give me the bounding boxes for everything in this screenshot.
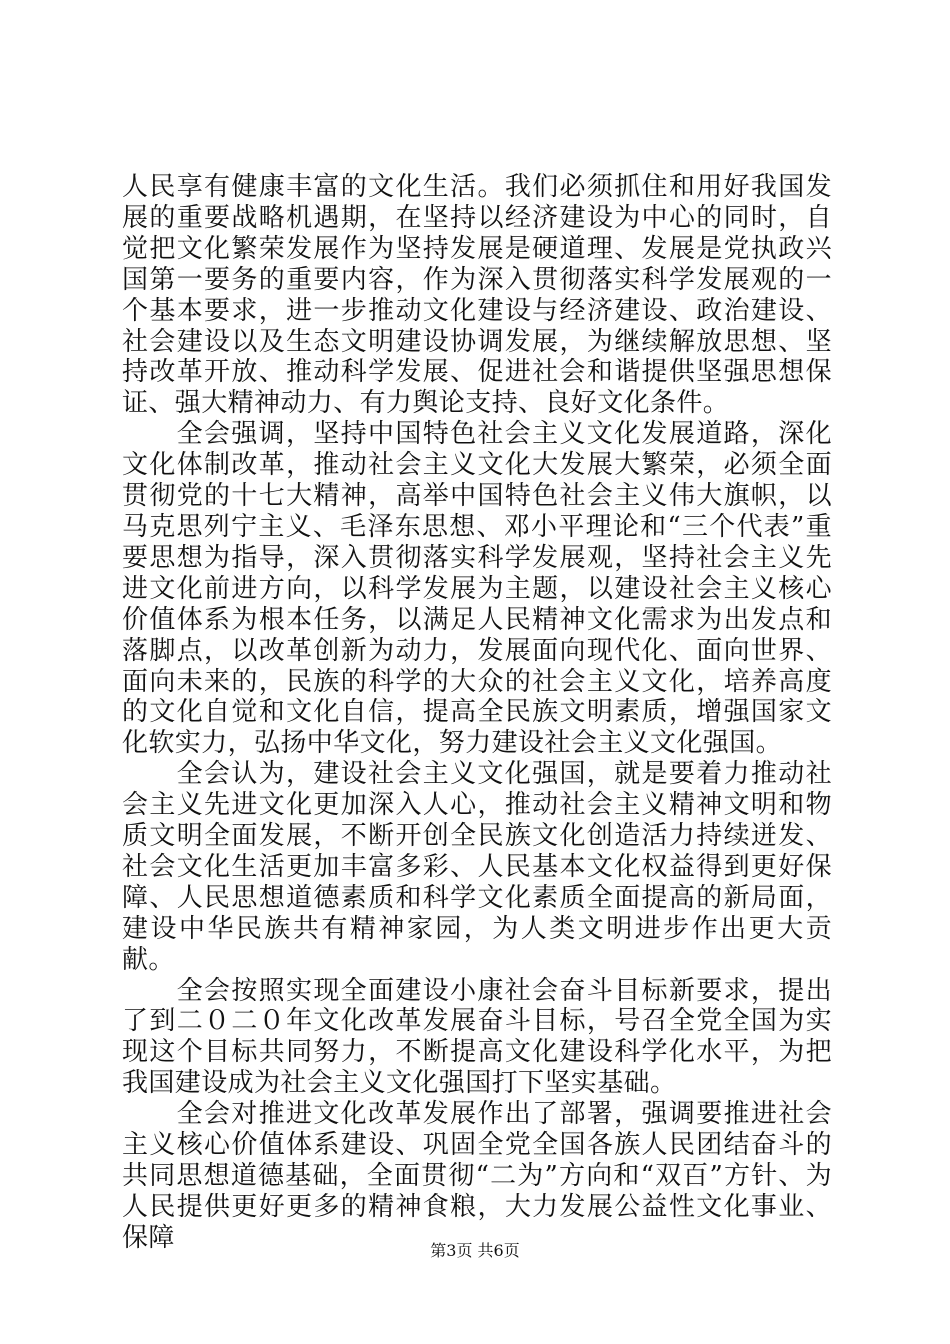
body-text <box>122 172 832 1254</box>
paragraph-4: 全会按照实现全面建设小康社会奋斗目标新要求，提出了到二０二０年文化改革发展奋斗目标，号召全党全国为实现这个目标共同努力，不断提高文化建设科学化水平，为把我国建设成为社会主义文化强国打下坚实基础。 <box>122 975 832 1099</box>
paragraph-2: 全会强调，坚持中国特色社会主义文化发展道路，深化文化体制改革，推动社会主义文化大发展大繁荣，必须全面贯彻党的十七大精神，高举中国特色社会主义伟大旗帜，以马克思列宁主义、毛泽东思想、邓小平理论和“三个代表”重要思想为指导，深入贯彻落实科学发展观，坚持社会主义先进文化前进方向，以科学发展为主题，以建设社会主义核心价值体系为根本任务，以满足人民精神文化需求为出发点和落脚点，以改革创新为动力，发展面向现代化、面向世界、面向未来的，民族的科学的大众的社会主义文化，培养高度的文化自觉和文化自信，提高全民族文明素质，增强国家文化软实力，弘扬中华文化，努力建设社会主义文化强国。 <box>122 419 832 759</box>
paragraph-3: 全会认为，建设社会主义文化强国，就是要着力推动社会主义先进文化更加深入人心，推动社会主义精神文明和物质文明全面发展，不断开创全民族文化创造活力持续迸发、社会文化生活更加丰富多彩、人民基本文化权益得到更好保障、人民思想道德素质和科学文化素质全面提高的新局面，建设中华民族共有精神家园，为人类文明进步作出更大贡献。 <box>122 759 832 975</box>
paragraph-1: 人民享有健康丰富的文化生活。我们必须抓住和用好我国发展的重要战略机遇期，在坚持以经济建设为中心的同时，自觉把文化繁荣发展作为坚持发展是硬道理、发展是党执政兴国第一要务的重要内容，作为深入贯彻落实科学发展观的一个基本要求，进一步推动文化建设与经济建设、政治建设、社会建设以及生态文明建设协调发展，为继续解放思想、坚持改革开放、推动科学发展、促进社会和谐提供坚强思想保证、强大精神动力、有力舆论支持、良好文化条件。 <box>122 172 832 419</box>
page-footer: 第3页 共6页 <box>430 1241 520 1260</box>
paragraph-5: 全会对推进文化改革发展作出了部署，强调要推进社会主义核心价值体系建设、巩固全党全国各族人民团结奋斗的共同思想道德基础，全面贯彻“二为”方向和“双百”方针、为人民提供更好更多的精神食粮，大力发展公益性文化事业、保障 <box>122 1099 832 1253</box>
